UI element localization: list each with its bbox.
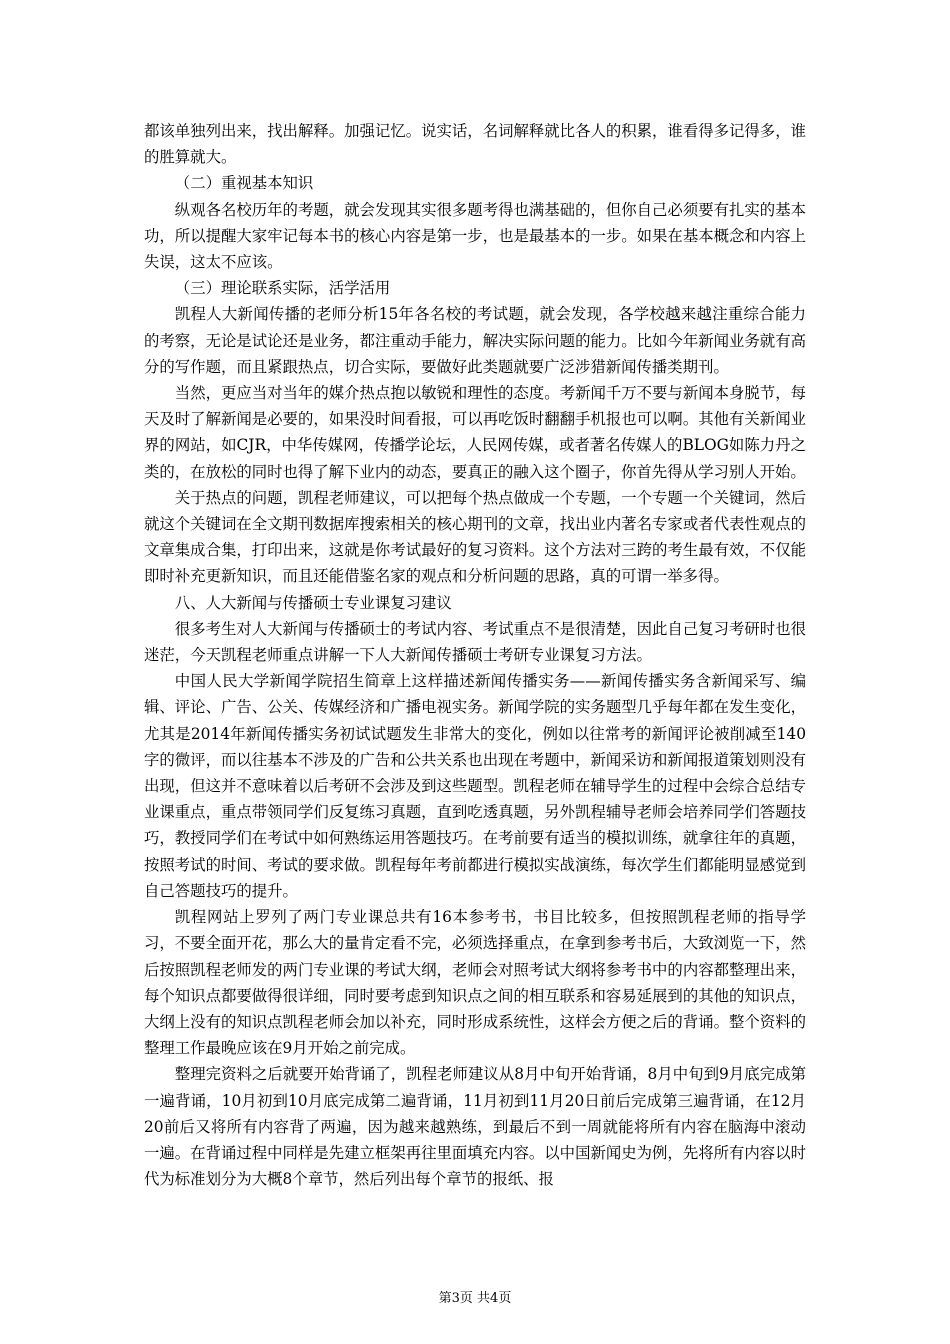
paragraph: 纵观各名校历年的考题，就会发现其实很多题考得也满基础的，但你自己必须要有扎实的基本功，所以提醒大家牢记每本书的核心内容是第一步，也是最基本的一步。如果在基本概念和内容上失误，这太不应该。 [144, 200, 806, 272]
paragraph: 当然，更应当对当年的媒介热点抱以敏锐和理性的态度。考新闻千万不要与新闻本身脱节，每天及时了解新闻是必要的，如果没时间看报，可以再吃饭时翻翻手机报也可以啊。其他有关新闻业界的网站，如CJR，中华传媒网，传播学论坛，人民网传媒，或者著名传媒人的BLOG如陈力丹之类的，在放松的同时也得了解下业内的动态，要真正的融入这个圈子，你首先得从学习别人开始。 [144, 384, 806, 481]
section-heading-basic-knowledge: （二）重视基本知识 [174, 174, 314, 193]
paragraph: 凯程网站上罗列了两门专业课总共有16本参考书，书目比较多，但按照凯程老师的指导学习，不要全面开花，那么大的量肯定看不完，必须选择重点，在拿到参考书后，大致浏览一下，然后按照凯程老师发的两门专业课的考试大纲，老师会对照考试大纲将参考书中的内容都整理出来，每个知识点都要做得很详细，同时要考虑到知识点之间的相互联系和容易延展到的其他的知识点，大纲上没有的知识点凯程老师会加以补充，同时形成系统性，这样会方便之后的背诵。整个资料的整理工作最晚应该在9月开始之前完成。 [144, 908, 806, 1058]
paragraph-continued: 都该单独列出来，找出解释。加强记忆。说实话，名词解释就比各人的积累，谁看得多记得多，谁的胜算就大。 [144, 122, 806, 167]
paragraph: 中国人民大学新闻学院招生简章上这样描述新闻传播实务——新闻传播实务含新闻采写、编辑、评论、广告、公关、传媒经济和广播电视实务。新闻学院的实务题型几乎每年都在发生变化，尤其是2014年新闻传播实务初试试题发生非常大的变化，例如以往常考的新闻评论被削减至140字的微评，而以往基本不涉及的广告和公共关系也出现在考题中，新闻采访和新闻报道策划则没有出现，但这并不意味着以后考研不会涉及到这些题型。凯程老师在辅导学生的过程中会综合总结专业课重点，重点带领同学们反复练习真题，直到吃透真题，另外凯程辅导老师会培养同学们答题技巧，教授同学们在考试中如何熟练运用答题技巧。在考前要有适当的模拟训练，就拿往年的真题，按照考试的时间、考试的要求做。凯程每年考前都进行模拟实战演练，每次学生们都能明显感觉到自己答题技巧的提升。 [144, 672, 806, 900]
paragraph: 很多考生对人大新闻与传播硕士的考试内容、考试重点不是很清楚，因此自己复习考研时也很迷茫，今天凯程老师重点讲解一下人大新闻传播硕士考研专业课复习方法。 [144, 619, 806, 665]
document-body [144, 118, 806, 1192]
section-heading-review-advice: 八、人大新闻与传播硕士专业课复习建议 [174, 593, 452, 612]
paragraph: 凯程人大新闻传播的老师分析15年各名校的考试题，就会发现，各学校越来越注重综合能力的考察，无论是试论还是业务，都注重动手能力，解决实际问题的能力。比如今年新闻业务就有高分的写作题，而且紧跟热点，切合实际，要做好此类题就要广泛涉猎新闻传播类期刊。 [144, 305, 806, 376]
paragraph: 整理完资料之后就要开始背诵了，凯程老师建议从8月中旬开始背诵，8月中旬到9月底完成第一遍背诵，10月初到10月底完成第二遍背诵，11月初到11月20日前后完成第三遍背诵，在12月20前后又将所有内容背了两遍，因为越来越熟练，到最后不到一周就能将所有内容在脑海中滚动一遍。在背诵过程中同样是先建立框架再往里面填充内容。以中国新闻史为例，先将所有内容以时代为标准划分为大概8个章节，然后列出每个章节的报纸、报 [144, 1065, 806, 1189]
section-heading-theory-practice: （三）理论联系实际，活学活用 [174, 279, 391, 298]
page-footer: 第3页 共4页 [438, 1291, 512, 1306]
paragraph: 关于热点的问题，凯程老师建议，可以把每个热点做成一个专题，一个专题一个关键词，然后就这个关键词在全文期刊数据库搜索相关的核心期刊的文章，找出业内著名专家或者代表性观点的文章集成合集，打印出来，这就是你考试最好的复习资料。这个方法对三跨的考生最有效，不仅能即时补充更新知识，而且还能借鉴名家的观点和分析问题的思路，真的可谓一举多得。 [144, 488, 806, 586]
